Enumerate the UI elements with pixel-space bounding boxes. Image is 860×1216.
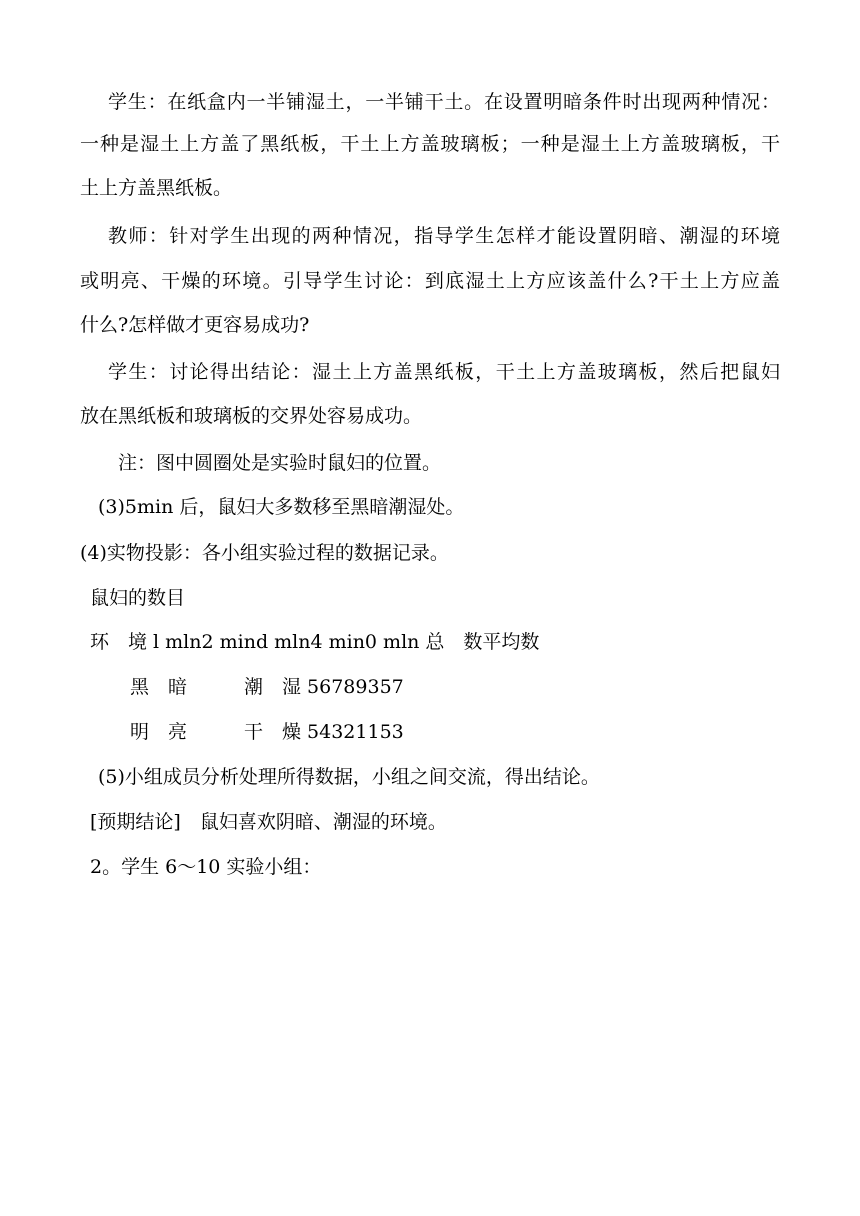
step-5: (5)小组成员分析处理所得数据，小组之间交流，得出结论。 (98, 766, 600, 788)
paragraph-3-line-2: 放在黑纸板和玻璃板的交界处容易成功。 (80, 405, 423, 427)
table-row-dark-wet: 黑 暗 潮 湿 56789357 (130, 676, 404, 698)
table-title: 鼠妇的数目 (90, 587, 186, 609)
paragraph-2-line-3: 什么?怎样做才更容易成功? (80, 314, 310, 336)
section-2-heading: 2。学生 6～10 实验小组： (90, 856, 322, 878)
paragraph-1-line-3: 土上方盖黑纸板。 (80, 177, 233, 199)
step-4: (4)实物投影：各小组实验过程的数据记录。 (80, 542, 449, 564)
paragraph-2-line-1: 教师：针对学生出现的两种情况，指导学生怎样才能设置阴暗、潮湿的环境 (108, 225, 780, 247)
paragraph-1-line-2: 一种是湿土上方盖了黑纸板，干土上方盖玻璃板；一种是湿土上方盖玻璃板，干 (80, 133, 780, 155)
table-header: 环 境 l mln2 mind mln4 min0 mln 总 数平均数 (90, 631, 540, 653)
paragraph-2-line-2: 或明亮、干燥的环境。引导学生讨论：到底湿土上方应该盖什么?干土上方应盖 (80, 270, 780, 292)
step-3: (3)5min 后，鼠妇大多数移至黑暗潮湿处。 (98, 496, 465, 518)
paragraph-3-line-1: 学生：讨论得出结论：湿土上方盖黑纸板，干土上方盖玻璃板，然后把鼠妇 (108, 361, 780, 383)
figure-note: 注：图中圆圈处是实验时鼠妇的位置。 (118, 452, 442, 474)
expected-conclusion: [预期结论] 鼠妇喜欢阴暗、潮湿的环境。 (90, 811, 447, 833)
table-row-bright-dry: 明 亮 干 燥 54321153 (130, 721, 404, 743)
paragraph-1-line-1: 学生：在纸盒内一半铺湿土，一半铺干土。在设置明暗条件时出现两种情况： (108, 91, 780, 113)
